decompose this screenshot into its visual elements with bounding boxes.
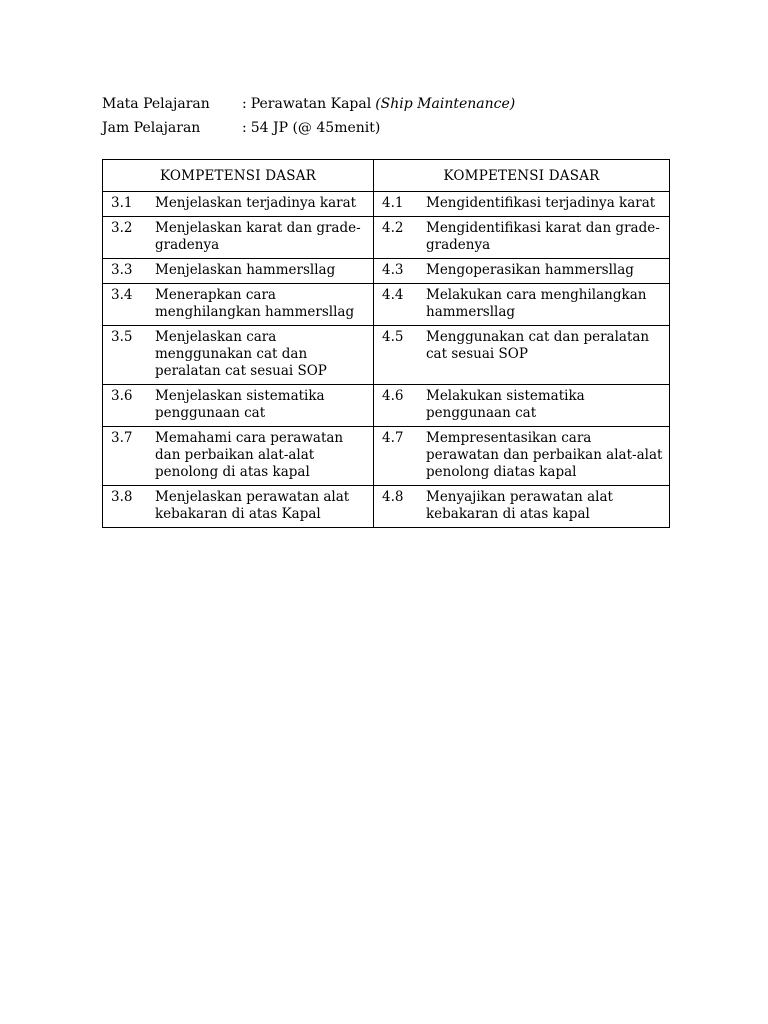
hours-row bbox=[102, 116, 515, 140]
cell-skill bbox=[374, 486, 670, 528]
cell-skill bbox=[374, 427, 670, 486]
competency-number: 4.2 bbox=[382, 220, 404, 236]
competency-text: Mempresentasikan cara perawatan dan perbaikan alat-alat penolong diatas kapal bbox=[426, 430, 663, 480]
competency-number: 3.4 bbox=[111, 287, 133, 303]
competency-number: 3.1 bbox=[111, 195, 133, 211]
competency-number: 4.1 bbox=[382, 195, 404, 211]
cell-knowledge bbox=[103, 326, 374, 385]
table-body bbox=[103, 192, 670, 528]
table-row bbox=[103, 326, 670, 385]
table-row bbox=[103, 217, 670, 259]
subject-label: Mata Pelajaran bbox=[102, 96, 210, 112]
cell-knowledge bbox=[103, 217, 374, 259]
cell-knowledge bbox=[103, 192, 374, 217]
competency-number: 3.2 bbox=[111, 220, 133, 236]
subject-english: (Ship Maintenance) bbox=[375, 96, 516, 112]
hours-value: 54 JP (@ 45menit) bbox=[250, 120, 381, 136]
competency-text: Menyajikan perawatan alat kebakaran di atas kapal bbox=[426, 489, 613, 522]
competency-number: 3.3 bbox=[111, 262, 133, 278]
competency-number: 4.7 bbox=[382, 430, 404, 446]
hours-separator: : bbox=[242, 120, 247, 136]
cell-knowledge bbox=[103, 284, 374, 326]
competency-text: Menjelaskan sistematika penggunaan cat bbox=[155, 388, 325, 421]
competency-text: Melakukan cara menghilangkan hammersllag bbox=[426, 287, 647, 320]
competency-text: Mengoperasikan hammersllag bbox=[426, 262, 634, 278]
competency-text: Memahami cara perawatan dan perbaikan alat-alat penolong di atas kapal bbox=[155, 430, 344, 480]
competency-text: Menggunakan cat dan peralatan cat sesuai SOP bbox=[426, 329, 650, 362]
competency-text: Mengidentifikasi terjadinya karat bbox=[426, 195, 656, 211]
competency-text: Menjelaskan hammersllag bbox=[155, 262, 336, 278]
competency-text: Menerapkan cara menghilangkan hammersllag bbox=[155, 287, 355, 320]
competency-text: Melakukan sistematika penggunaan cat bbox=[426, 388, 585, 421]
competency-text: Menjelaskan cara menggunakan cat dan peralatan cat sesuai SOP bbox=[155, 329, 327, 379]
cell-skill bbox=[374, 192, 670, 217]
competency-number: 3.5 bbox=[111, 329, 133, 345]
competency-text: Menjelaskan karat dan grade-gradenya bbox=[155, 220, 361, 253]
table-row bbox=[103, 284, 670, 326]
cell-skill bbox=[374, 259, 670, 284]
competency-number: 4.5 bbox=[382, 329, 404, 345]
table-row bbox=[103, 259, 670, 284]
header-kd-skill: KOMPETENSI DASAR bbox=[374, 160, 670, 192]
table-row bbox=[103, 427, 670, 486]
competency-number: 3.6 bbox=[111, 388, 133, 404]
competency-table bbox=[102, 159, 670, 528]
table-row bbox=[103, 486, 670, 528]
header-kd-knowledge: KOMPETENSI DASAR bbox=[103, 160, 374, 192]
competency-number: 4.6 bbox=[382, 388, 404, 404]
cell-knowledge bbox=[103, 385, 374, 427]
competency-number: 3.8 bbox=[111, 489, 133, 505]
competency-text: Mengidentifikasi karat dan grade-gradenya bbox=[426, 220, 660, 253]
cell-skill bbox=[374, 326, 670, 385]
document-header bbox=[102, 92, 515, 140]
hours-label: Jam Pelajaran bbox=[102, 120, 201, 136]
competency-number: 4.3 bbox=[382, 262, 404, 278]
subject-row bbox=[102, 92, 515, 116]
competency-number: 4.4 bbox=[382, 287, 404, 303]
cell-knowledge bbox=[103, 427, 374, 486]
competency-number: 4.8 bbox=[382, 489, 404, 505]
cell-knowledge bbox=[103, 259, 374, 284]
competency-number: 3.7 bbox=[111, 430, 133, 446]
table-row bbox=[103, 385, 670, 427]
table-row bbox=[103, 192, 670, 217]
table-header-row bbox=[103, 160, 670, 192]
subject-value: Perawatan Kapal bbox=[250, 96, 372, 112]
cell-skill bbox=[374, 284, 670, 326]
cell-knowledge bbox=[103, 486, 374, 528]
subject-separator: : bbox=[242, 96, 247, 112]
cell-skill bbox=[374, 217, 670, 259]
cell-skill bbox=[374, 385, 670, 427]
competency-text: Menjelaskan perawatan alat kebakaran di atas Kapal bbox=[155, 489, 350, 522]
competency-text: Menjelaskan terjadinya karat bbox=[155, 195, 357, 211]
